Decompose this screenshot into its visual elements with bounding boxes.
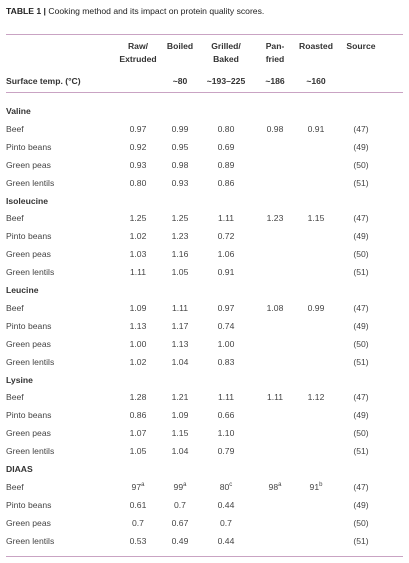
cell-value: 0.91 xyxy=(217,267,235,278)
table-cell xyxy=(160,518,200,528)
cell-value: 1.06 xyxy=(217,249,235,260)
table-cell xyxy=(160,339,200,349)
cell-value: 1.11 xyxy=(171,302,189,313)
table-cell xyxy=(206,142,246,152)
cell-value: 1.11 xyxy=(129,267,147,278)
cell-value: 0.61 xyxy=(129,499,147,510)
cell-value: 99 xyxy=(173,481,184,492)
cell-superscript: a xyxy=(183,482,187,489)
table-cell xyxy=(118,500,158,510)
source-ref: (51) xyxy=(353,446,369,457)
row-label: Green peas xyxy=(6,249,51,260)
table-cell xyxy=(160,428,200,438)
column-header-line1: Roasted xyxy=(299,41,333,51)
row-label: Green peas xyxy=(6,338,51,349)
cell-value: 1.12 xyxy=(307,392,325,403)
cell-value: 1.13 xyxy=(129,320,147,331)
header-rule xyxy=(6,92,403,93)
cell-value: 1.00 xyxy=(217,338,235,349)
cell-value: 1.09 xyxy=(171,410,189,421)
cell-value: 1.09 xyxy=(129,302,147,313)
cell-superscript: a xyxy=(278,482,282,489)
cell-value: 1.08 xyxy=(266,302,284,313)
table-cell xyxy=(206,428,246,438)
table-cell xyxy=(255,303,295,313)
column-header xyxy=(346,40,375,53)
table-cell xyxy=(160,267,200,277)
section-title: Lysine xyxy=(6,374,33,385)
cell-value: 1.25 xyxy=(171,213,189,224)
table-cell xyxy=(206,536,246,546)
cell-value: 0.99 xyxy=(171,123,189,134)
cell-value: 1.05 xyxy=(129,446,147,457)
cell-value: 1.13 xyxy=(171,338,189,349)
table-cell xyxy=(118,410,158,420)
table-cell xyxy=(118,339,158,349)
table-cell xyxy=(160,392,200,402)
table-cell xyxy=(160,446,200,456)
table-cell xyxy=(118,160,158,170)
source-ref: (50) xyxy=(353,338,369,349)
table-cell xyxy=(206,231,246,241)
table-cell xyxy=(118,124,158,134)
cell-value: 1.28 xyxy=(129,392,147,403)
column-header-line1: Pan- xyxy=(265,41,285,51)
table-number: TABLE 1 | xyxy=(6,6,46,16)
cell-value: 1.10 xyxy=(217,428,235,439)
table-cell xyxy=(160,213,200,223)
column-header-line1: Grilled/ xyxy=(211,41,241,51)
source-ref: (47) xyxy=(353,481,369,492)
cell-value: 0.69 xyxy=(217,141,235,152)
column-header xyxy=(167,40,193,53)
cell-value: 1.11 xyxy=(217,213,235,224)
column-header-line1: Source xyxy=(346,41,376,51)
cell-value: 98 xyxy=(268,481,279,492)
cell-value: 0.97 xyxy=(129,123,147,134)
table-cell xyxy=(160,410,200,420)
cell-value: 0.53 xyxy=(129,535,147,546)
cell-value: 0.80 xyxy=(217,123,235,134)
cell-value: 0.95 xyxy=(171,141,189,152)
table-cell xyxy=(206,500,246,510)
cell-value: 1.15 xyxy=(171,428,189,439)
column-header xyxy=(119,40,156,66)
row-label: Green lentils xyxy=(6,177,55,188)
table-cell xyxy=(206,482,246,492)
row-label: Green lentils xyxy=(6,267,55,278)
table-title: Cooking method and its impact on protein quality scores. xyxy=(45,6,265,16)
source-ref: (49) xyxy=(353,320,369,331)
cell-value: 1.17 xyxy=(171,320,189,331)
section-title: Valine xyxy=(6,106,31,116)
table-cell xyxy=(296,213,336,223)
source-ref: (50) xyxy=(353,428,369,439)
cell-value: 1.02 xyxy=(129,356,147,367)
column-header xyxy=(211,40,241,66)
table-cell xyxy=(160,160,200,170)
cell-value: 0.49 xyxy=(171,535,189,546)
table-cell xyxy=(118,428,158,438)
cell-value: 0.99 xyxy=(307,302,325,313)
cell-value: 1.04 xyxy=(171,356,189,367)
table-cell xyxy=(118,142,158,152)
row-label: Green peas xyxy=(6,517,51,528)
top-rule xyxy=(6,34,403,35)
row-label: Pinto beans xyxy=(6,141,52,152)
table-cell xyxy=(206,446,246,456)
table-cell xyxy=(206,249,246,259)
table-cell xyxy=(206,392,246,402)
cell-value: 1.25 xyxy=(129,213,147,224)
table-cell xyxy=(206,410,246,420)
table-cell xyxy=(206,321,246,331)
table-cell xyxy=(118,536,158,546)
table-cell xyxy=(160,482,200,492)
table-cell xyxy=(296,124,336,134)
cell-value: 0.93 xyxy=(129,159,147,170)
cell-value: 1.00 xyxy=(129,338,147,349)
cell-value: 1.23 xyxy=(171,231,189,242)
cell-value: 0.80 xyxy=(129,177,147,188)
cell-value: 0.98 xyxy=(171,159,189,170)
cell-value: 0.7 xyxy=(132,517,144,528)
source-ref: (47) xyxy=(353,392,369,403)
bottom-rule xyxy=(6,556,403,557)
section-title: Isoleucine xyxy=(6,195,49,206)
column-header-line1: Boiled xyxy=(166,41,194,51)
cell-value: 0.44 xyxy=(217,535,235,546)
surface-temp-value: ~186 xyxy=(265,76,285,86)
cell-value: 0.86 xyxy=(217,177,235,188)
cell-value: 0.44 xyxy=(217,499,235,510)
cell-value: 0.74 xyxy=(217,320,235,331)
row-label: Green lentils xyxy=(6,356,55,367)
column-header-line2: fried xyxy=(265,54,285,64)
table-caption xyxy=(6,6,264,16)
table-cell xyxy=(118,213,158,223)
column-header xyxy=(266,40,285,66)
row-label: Pinto beans xyxy=(6,231,52,242)
cell-value: 0.86 xyxy=(129,410,147,421)
table-cell xyxy=(160,321,200,331)
table-cell xyxy=(296,303,336,313)
row-label: Beef xyxy=(6,123,24,134)
source-ref: (47) xyxy=(353,213,369,224)
cell-value: 0.67 xyxy=(171,517,189,528)
cell-value: 91 xyxy=(309,481,320,492)
column-header xyxy=(299,40,333,53)
table-cell xyxy=(118,518,158,528)
surface-temp-label: Surface temp. (°C) xyxy=(6,76,81,86)
table-cell xyxy=(206,518,246,528)
table-cell xyxy=(255,213,295,223)
table-cell xyxy=(296,392,336,402)
table-cell xyxy=(118,321,158,331)
source-ref: (51) xyxy=(353,356,369,367)
cell-value: 0.72 xyxy=(217,231,235,242)
column-header-line2: Extruded xyxy=(119,54,157,64)
row-label: Beef xyxy=(6,302,24,313)
table-cell xyxy=(160,303,200,313)
section-title: DIAAS xyxy=(6,464,33,474)
table-cell xyxy=(160,124,200,134)
source-ref: (49) xyxy=(353,410,369,421)
cell-value: 80 xyxy=(219,481,230,492)
cell-value: 0.7 xyxy=(174,499,186,510)
cell-value: 1.02 xyxy=(129,231,147,242)
cell-superscript: b xyxy=(319,482,323,489)
source-ref: (50) xyxy=(353,159,369,170)
cell-value: 1.15 xyxy=(307,213,325,224)
cell-value: 0.7 xyxy=(220,517,232,528)
source-ref: (51) xyxy=(353,535,369,546)
source-ref: (50) xyxy=(353,517,369,528)
table-cell xyxy=(206,339,246,349)
table-cell xyxy=(206,357,246,367)
table-cell xyxy=(206,213,246,223)
table-cell xyxy=(255,124,295,134)
cell-value: 0.83 xyxy=(217,356,235,367)
table-cell xyxy=(118,392,158,402)
table-cell xyxy=(118,178,158,188)
column-header-line1: Raw/ xyxy=(127,41,149,51)
cell-value: 1.03 xyxy=(129,249,147,260)
table-cell xyxy=(255,392,295,402)
table-cell xyxy=(206,303,246,313)
row-label: Green peas xyxy=(6,428,51,439)
table-cell xyxy=(206,124,246,134)
section-title: Leucine xyxy=(6,285,39,295)
surface-temp-value: ~80 xyxy=(172,76,188,86)
surface-temp-value: ~193–225 xyxy=(206,76,246,86)
column-header-line2: Baked xyxy=(213,54,239,64)
table-cell xyxy=(160,249,200,259)
surface-temp-value: ~160 xyxy=(306,76,326,86)
row-label: Pinto beans xyxy=(6,320,52,331)
cell-value: 1.16 xyxy=(171,249,189,260)
row-label: Beef xyxy=(6,213,24,224)
cell-value: 1.21 xyxy=(171,392,189,403)
cell-value: 1.23 xyxy=(266,213,284,224)
cell-value: 0.92 xyxy=(129,141,147,152)
table-cell xyxy=(118,446,158,456)
source-ref: (49) xyxy=(353,141,369,152)
table-cell xyxy=(160,178,200,188)
table-cell xyxy=(160,500,200,510)
table-cell xyxy=(118,303,158,313)
row-label: Green peas xyxy=(6,159,51,170)
table-cell xyxy=(118,231,158,241)
cell-value: 0.66 xyxy=(217,410,235,421)
table-cell xyxy=(118,249,158,259)
row-label: Beef xyxy=(6,481,24,492)
row-label: Green lentils xyxy=(6,535,55,546)
cell-value: 1.07 xyxy=(129,428,147,439)
source-ref: (51) xyxy=(353,267,369,278)
table-cell xyxy=(118,482,158,492)
table-cell xyxy=(160,142,200,152)
table-cell xyxy=(118,357,158,367)
table-cell xyxy=(206,267,246,277)
table-cell xyxy=(206,178,246,188)
table-cell xyxy=(296,482,336,492)
cell-value: 0.97 xyxy=(217,302,235,313)
cell-value: 0.79 xyxy=(217,446,235,457)
source-ref: (49) xyxy=(353,231,369,242)
cell-value: 0.91 xyxy=(307,123,325,134)
source-ref: (47) xyxy=(353,123,369,134)
table-cell xyxy=(206,160,246,170)
table-cell xyxy=(160,536,200,546)
table-cell xyxy=(160,231,200,241)
source-ref: (49) xyxy=(353,499,369,510)
row-label: Green lentils xyxy=(6,446,55,457)
cell-value: 0.93 xyxy=(171,177,189,188)
source-ref: (47) xyxy=(353,302,369,313)
cell-value: 1.11 xyxy=(217,392,235,403)
source-ref: (51) xyxy=(353,177,369,188)
cell-superscript: c xyxy=(229,482,233,489)
cell-value: 0.89 xyxy=(217,159,235,170)
cell-value: 97 xyxy=(131,481,142,492)
source-ref: (50) xyxy=(353,249,369,260)
row-label: Pinto beans xyxy=(6,410,52,421)
table-cell xyxy=(118,267,158,277)
cell-superscript: a xyxy=(141,482,145,489)
table-cell xyxy=(255,482,295,492)
cell-value: 1.11 xyxy=(266,392,284,403)
cell-value: 1.05 xyxy=(171,267,189,278)
table-cell xyxy=(160,357,200,367)
row-label: Beef xyxy=(6,392,24,403)
row-label: Pinto beans xyxy=(6,499,52,510)
cell-value: 1.04 xyxy=(171,446,189,457)
cell-value: 0.98 xyxy=(266,123,284,134)
